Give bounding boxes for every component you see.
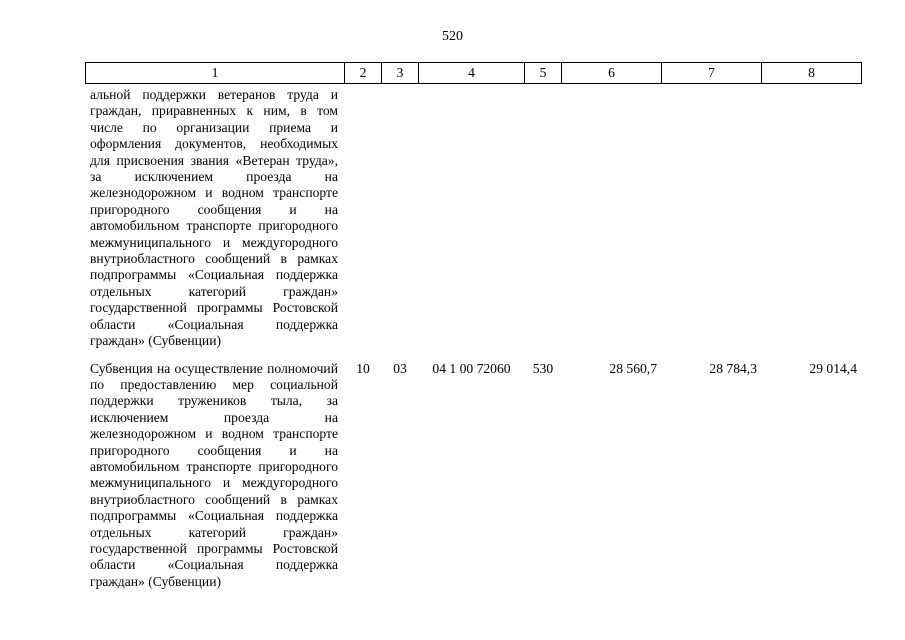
table-row xyxy=(86,359,862,591)
row-amount-1: 28 560,7 xyxy=(609,360,657,376)
row-section: 10 xyxy=(356,360,370,376)
row-amount-2: 28 784,3 xyxy=(709,360,757,376)
row-amount-2 xyxy=(662,84,762,359)
header-col-3: 3 xyxy=(382,63,419,84)
row-subsection: 03 xyxy=(393,360,407,376)
page-number: 520 xyxy=(442,29,463,44)
row-description: Субвенция на осуществление полномочий по предоставлению мер социальной поддержки тружеников тыла, за исключением проезда на железнодорожном и водном транспорте пригородного сообщения и на автомобильном транспорте пригородного межмуниципального и междугородного внутриобластного сообщений в рамках подпрограммы «Социальная поддержка отдельных категорий граждан» государственной программы Ростовской области «Социальная поддержка граждан» (Субвенции) xyxy=(90,360,338,589)
header-col-6: 6 xyxy=(562,63,662,84)
header-col-8: 8 xyxy=(762,63,862,84)
row-expense-type xyxy=(525,84,562,359)
row-amount-1 xyxy=(562,84,662,359)
header-col-2: 2 xyxy=(345,63,382,84)
header-col-4: 4 xyxy=(419,63,525,84)
row-expense-type: 530 xyxy=(532,360,554,376)
row-description: альной поддержки ветеранов труда и граждан, приравненных к ним, в том числе по организации приема и оформления документов, необходимых для присвоения звания «Ветеран труда», за исключением проезда на железнодорожном и водном транспорте пригородного сообщения и на автомобильном транспорте пригородного межмуниципального и междугородного внутриобластного сообщений в рамках подпрограммы «Социальная поддержка отдельных категорий граждан» государственной программы Ростовской области «Социальная поддержка граждан» (Субвенции) xyxy=(90,87,338,349)
row-amount-3 xyxy=(762,84,862,359)
header-col-1: 1 xyxy=(86,63,345,84)
row-subsection xyxy=(382,84,419,359)
table-header-row xyxy=(86,63,862,84)
table-row xyxy=(86,84,862,359)
header-col-5: 5 xyxy=(525,63,562,84)
row-section xyxy=(345,84,382,359)
row-target-article xyxy=(419,84,525,359)
row-target-article: 04 1 00 72060 xyxy=(432,360,511,376)
row-amount-3: 29 014,4 xyxy=(809,360,857,376)
header-col-7: 7 xyxy=(662,63,762,84)
budget-table xyxy=(85,62,862,590)
